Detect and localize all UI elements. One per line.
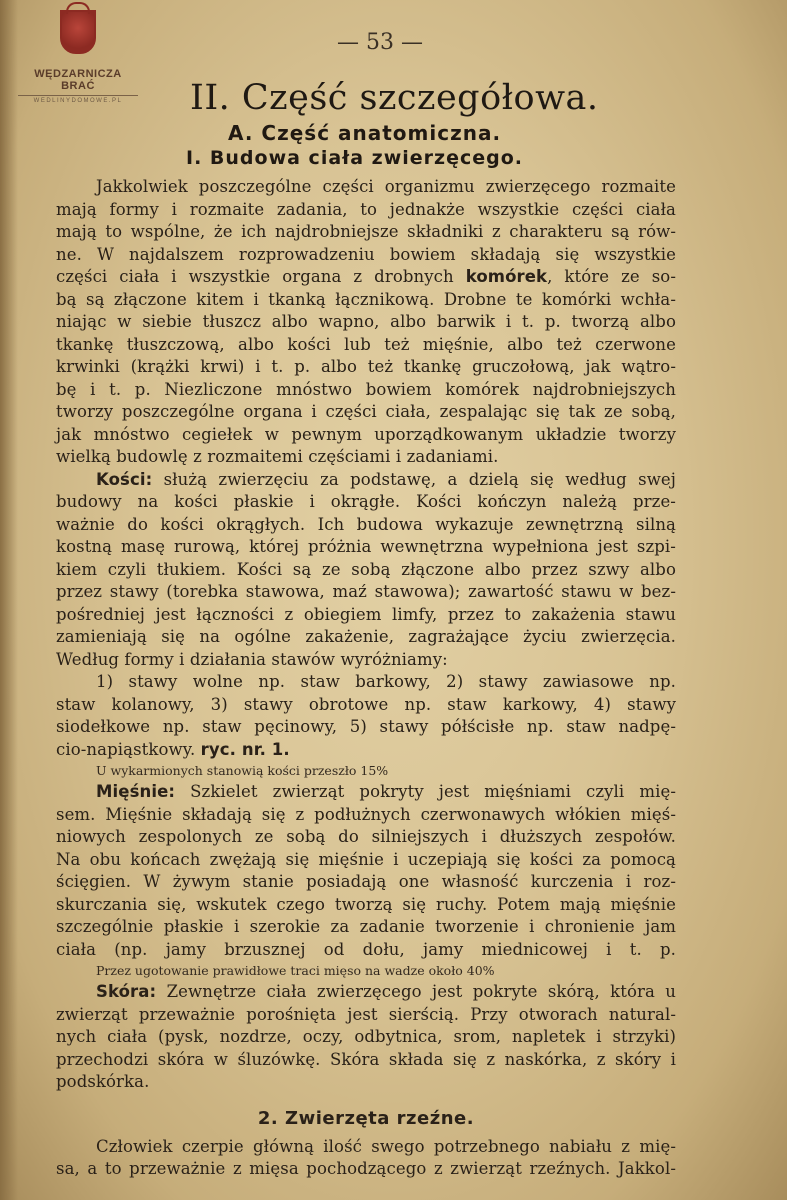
text-line: bę i t. p. Niezliczone mnóstwo bowiem komórek najdrobniejszych (56, 379, 676, 399)
page-number: — 53 — (337, 30, 423, 55)
crest-icon (60, 10, 96, 54)
section-title: II. Część szczegółowa. (190, 78, 599, 118)
text-line: wielką budowlę z rozmaitemi częściami i zadaniami. (56, 447, 499, 466)
text-line: budowy na kości płaskie i okrągłe. Kości kończyn należą prze- (56, 492, 676, 511)
text-line: Według formy i działania stawów wyróżniamy: (56, 649, 448, 669)
brand-name: WĘDZARNICZA BRAĆ (34, 68, 122, 92)
text-line: pośredniej jest łączności z obiegiem limfy, przez to zakażenia stawu (56, 604, 676, 624)
text-segment: służą zwierzęciu za podstawę, a dzielą się według swej (152, 469, 676, 489)
text-line: ścięgien. W żywym stanie posiadają one własność kurczenia i roz- (56, 872, 676, 891)
text-line: kostną masę rurową, której próżnia wewnętrzna wypełniona jest szpi- (56, 537, 676, 556)
text-line: sa, a to przeważnie z mięsa pochodzącego z zwierząt rzeźnych. Jakkol- (56, 1159, 676, 1178)
text-line: staw kolanowy, 3) stawy obrotowe np. staw karkowy, 4) stawy (56, 694, 676, 714)
subsection-a-title: A. Część anatomiczna. (228, 121, 502, 145)
text-line: mają formy i rozmaite zadania, to jednakże wszystkie części ciała (56, 199, 676, 219)
footnote-miesnie: Przez ugotowanie prawidłowe traci mięso na wadze około 40% (96, 963, 495, 978)
text-line: ciała (np. jamy brzusznej od dołu, jamy miednicowej i t. p. (56, 939, 676, 959)
text-line: niając w siebie tłuszcz albo wapno, albo barwik i t. p. tworzą albo (56, 312, 676, 331)
text-line: nych ciała (pysk, nozdrze, oczy, odbytnica, srom, napletek i strzyki) (56, 1027, 676, 1046)
page-edge-shadow (0, 0, 18, 1200)
text-line: przechodzi skóra w śluzówkę. Skóra składa się z naskórka, z skóry i (56, 1049, 676, 1069)
figure-reference: ryc. nr. 1. (200, 739, 290, 759)
body-text (56, 176, 676, 1181)
text-line: tkankę tłuszczową, albo kości lub też mięśnie, albo też czerwone (56, 334, 676, 354)
text-line: ne. W najdalszem rozprowadzeniu bowiem składają się wszystkie (56, 244, 676, 264)
text-line: podskórka. (56, 1072, 150, 1091)
text-line: Człowiek czerpie główną ilość swego potrzebnego nabiału z mię- (96, 1136, 676, 1156)
text-line: niowych zespolonych ze sobą do silniejszych i dłuższych zespołów. (56, 827, 676, 846)
text-line: zamieniają się na ogólne zakażenie, zagrażające życiu zwierzęcia. (56, 627, 676, 646)
keyword-komorek: komórek (465, 267, 548, 286)
text-line: skurczania się, wskutek czego tworzą się ruchy. Potem mają mięśnie (56, 894, 676, 914)
text-line: Jakkolwiek poszczególne części organizmu zwierzęcego rozmaite (96, 177, 676, 196)
text-segment: Szkielet zwierząt pokryty jest mięśniami czyli mię- (175, 782, 676, 801)
text-line: krwinki (krążki krwi) i t. p. albo też tkankę gruczołową, jak wątro- (56, 357, 676, 376)
text-line: siodełkowe np. staw pęcinowy, 5) stawy półścisłe np. staw nadpę- (56, 717, 676, 736)
text-line: przez stawy (torebka stawowa, maź stawowa); zawartość stawu w bez- (56, 582, 676, 601)
text-segment: części ciała i wszystkie organa z drobnych (56, 267, 466, 286)
text-line: szczególnie płaskie i szerokie za zadanie tworzenie i chronienie jam (56, 917, 676, 936)
footnote-kosci: U wykarmionych stanowią kości przeszło 15% (96, 763, 389, 778)
spacer (56, 1094, 676, 1102)
keyword-skora: Skóra: (96, 982, 157, 1001)
text-line (56, 266, 676, 289)
text-segment: cio-napiąstkowy. (56, 739, 201, 759)
text-line: bą są złączone kitem i tkanką łącznikową. Drobne te komórki wchła- (56, 289, 676, 309)
text-segment: Zewnętrze ciała zwierzęcego jest pokryte skórą, która u (156, 982, 676, 1001)
text-line: zwierząt przeważnie porośnięta jest sierścią. Przy otworach natural- (56, 1004, 676, 1024)
text-line: mają to wspólne, że ich najdrobniejsze składniki z charakteru są rów- (56, 222, 676, 241)
text-line: jak mnóstwo cegiełek w pewnym uporządkowanym układzie tworzy (56, 424, 676, 444)
text-line: Na obu końcach zwężają się mięśnie i uczepiają się kości za pomocą (56, 849, 676, 869)
keyword-miesnie: Mięśnie: (96, 782, 176, 801)
text-line: ważnie do kości okrągłych. Ich budowa wykazuje zewnętrzną silną (56, 514, 676, 534)
text-line: 1) stawy wolne np. staw barkowy, 2) stawy zawiasowe np. (96, 672, 676, 691)
text-segment: , które ze so- (547, 267, 677, 286)
brand-logo (18, 10, 138, 104)
text-line (56, 781, 676, 804)
text-line: tworzy poszczególne organa i części ciała, zespalając się tak ze sobą, (56, 402, 676, 421)
brand-url: WEDLINYDOMOWE.PL (18, 95, 138, 104)
subsection-1-title: I. Budowa ciała zwierzęcego. (186, 147, 523, 169)
text-line: kiem czyli tłukiem. Kości są ze sobą złączone albo przez szwy albo (56, 559, 676, 579)
section-2-heading: 2. Zwierzęta rzeźne. (257, 1107, 475, 1129)
text-line (56, 469, 676, 492)
keyword-kosci: Kości: (96, 469, 153, 489)
text-line (56, 739, 676, 762)
text-line: sem. Mięśnie składają się z podłużnych czerwonawych włókien mięś- (56, 804, 676, 824)
text-line (56, 981, 676, 1004)
